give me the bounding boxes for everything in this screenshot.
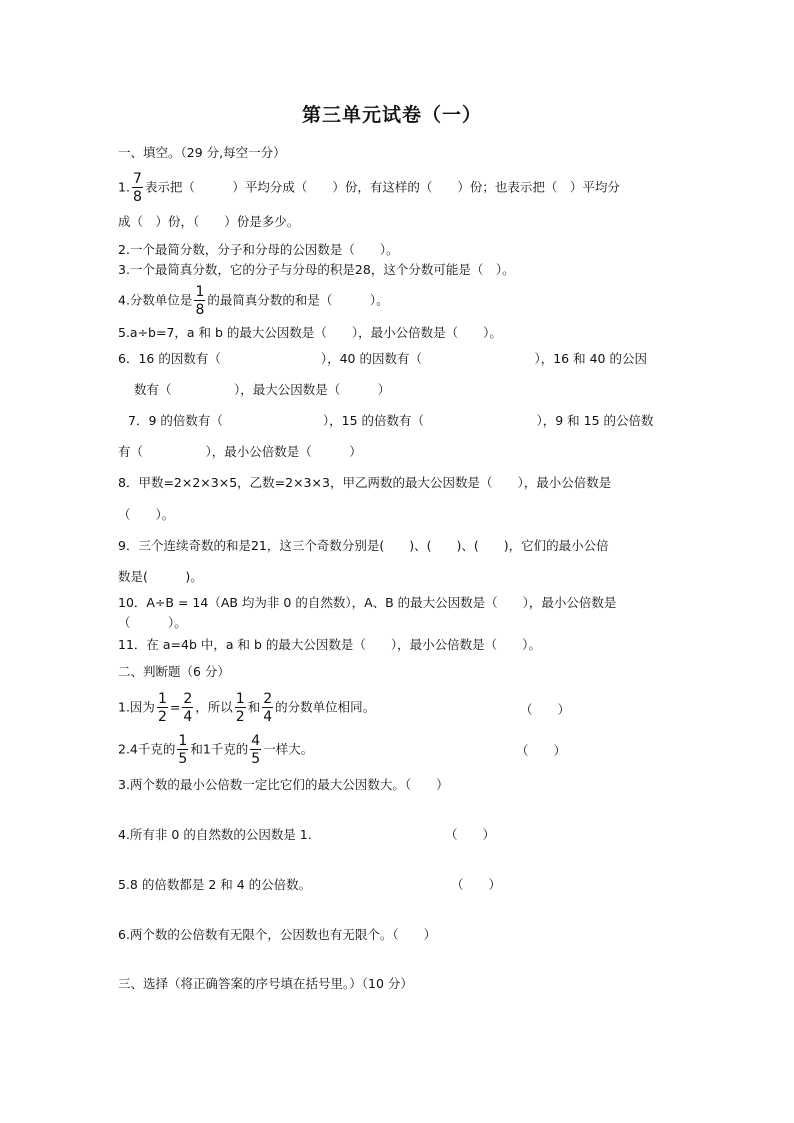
judge-2 — [118, 734, 313, 766]
question-1 — [118, 172, 620, 204]
question-text: 一样大。 — [263, 741, 314, 757]
section-heading: 二、判断题（6 分） — [118, 664, 230, 679]
answer-blank[interactable]: （ ） — [451, 877, 502, 892]
question-text: 1.因为 — [118, 699, 155, 715]
question-text: 的分数单位相同。 — [275, 699, 376, 715]
question-8-line-2: （ ）。 — [118, 507, 175, 522]
section-heading: 一、填空。（29 分,每空一分） — [118, 145, 286, 160]
fraction: $\frac{1}{8}$ — [195, 284, 205, 318]
question-5: 5.a÷b=7，a 和 b 的最大公因数是（ ），最小公倍数是（ ）。 — [118, 325, 502, 340]
question-4 — [118, 285, 389, 317]
question-text: 和 — [247, 699, 261, 715]
question-text: ，所以 — [195, 699, 233, 715]
fraction: $\frac{4}{5}$ — [251, 733, 261, 767]
question-9: 9．三个连续奇数的和是21，这三个奇数分别是( )、( )、( )，它们的最小公倍 — [118, 538, 609, 553]
judge-3: 3.两个数的最小公倍数一定比它们的最大公因数大。（ ） — [118, 777, 449, 792]
page-title: 第三单元试卷（一） — [302, 104, 483, 126]
question-6-line-2: 数有（ ），最大公因数是（ ） — [134, 382, 391, 397]
equals-sign: = — [169, 699, 181, 715]
section-heading: 三、选择（将正确答案的序号填在括号里。）（10 分） — [118, 976, 413, 991]
judge-4: 4.所有非 0 的自然数的公因数是 1. — [118, 827, 312, 842]
fraction: $\frac{1}{2}$ — [157, 691, 167, 725]
fraction: $\frac{7}{8}$ — [132, 171, 142, 205]
answer-blank[interactable]: （ ） — [516, 743, 567, 758]
question-text: 4.分数单位是 — [118, 292, 193, 308]
question-1-line-2: 成（ ）份，（ ）份是多少。 — [118, 214, 300, 229]
question-3: 3.一个最简真分数，它的分子与分母的积是28，这个分数可能是（ ）。 — [118, 262, 515, 277]
judge-5: 5.8 的倍数都是 2 和 4 的公倍数。 — [118, 877, 312, 892]
question-11: 11．在 a=4b 中，a 和 b 的最大公因数是（ ），最小公倍数是（ ）。 — [118, 637, 541, 652]
question-text: 2.4千克的 — [118, 741, 176, 757]
fraction: $\frac{2}{4}$ — [263, 691, 273, 725]
question-number: 1. — [118, 179, 130, 195]
question-10: 10．A÷B = 14（AB 均为非 0 的自然数），A、B 的最大公因数是（ ），最小公倍数是 — [118, 595, 617, 610]
judge-1 — [118, 692, 375, 724]
question-text: 的最简真分数的和是（ ）。 — [207, 292, 389, 308]
question-7-line-2: 有（ ），最小公倍数是（ ） — [118, 444, 362, 459]
question-2: 2.一个最简分数，分子和分母的公因数是（ ）。 — [118, 242, 399, 257]
question-text: 和1千克的 — [190, 741, 249, 757]
question-10-line-2: （ ）。 — [118, 615, 187, 630]
question-9-line-2: 数是( )。 — [118, 569, 203, 584]
answer-blank[interactable]: （ ） — [520, 702, 571, 717]
question-text: 表示把（ ）平均分成（ ）份，有这样的（ ）份；也表示把（ ）平均分 — [144, 179, 620, 195]
fraction: $\frac{1}{5}$ — [178, 733, 188, 767]
answer-blank[interactable]: （ ） — [445, 827, 496, 842]
judge-6: 6.两个数的公倍数有无限个，公因数也有无限个。（ ） — [118, 927, 437, 942]
question-6: 6．16 的因数有（ ），40 的因数有（ ），16 和 40 的公因 — [118, 351, 647, 366]
fraction: $\frac{1}{2}$ — [235, 691, 245, 725]
question-8: 8．甲数=2×2×3×5，乙数=2×3×3，甲乙两数的最大公因数是（ ），最小公倍数是 — [118, 475, 612, 490]
question-7: 7．9 的倍数有（ ），15 的倍数有（ ），9 和 15 的公倍数 — [128, 413, 654, 428]
fraction: $\frac{2}{4}$ — [183, 691, 193, 725]
